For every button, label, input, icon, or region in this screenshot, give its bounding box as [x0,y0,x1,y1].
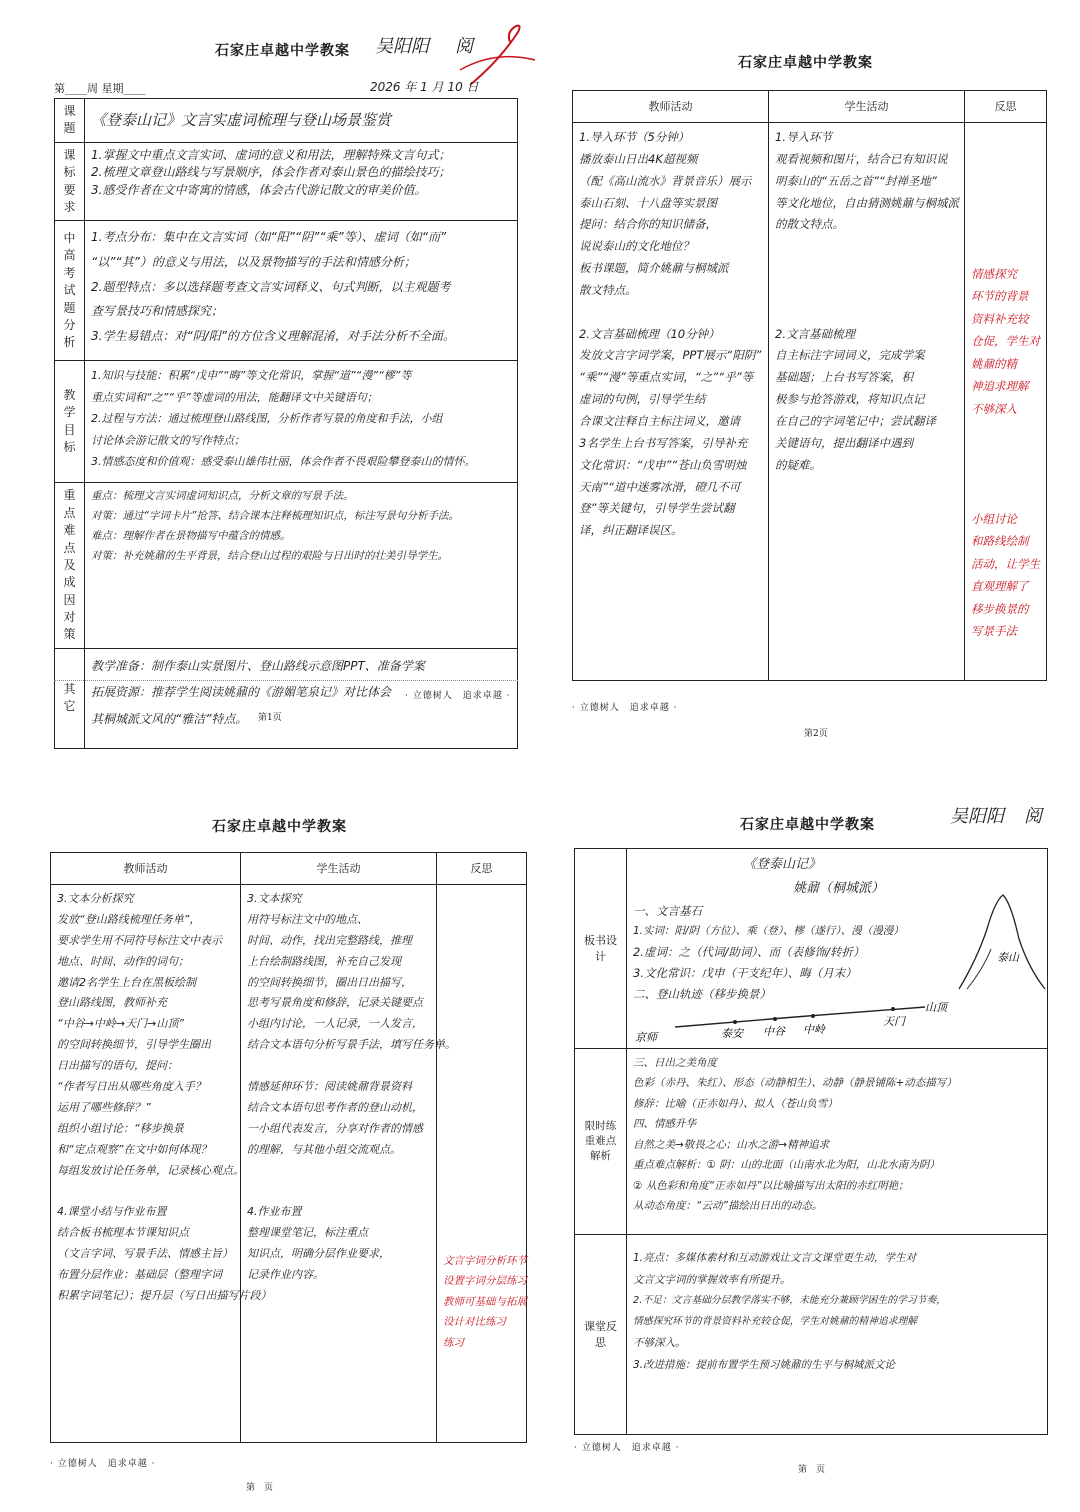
scan-noise-line [54,680,518,683]
route-point-label: 泰安 [721,1027,743,1040]
page-3-school-header: 石家庄卓越中学教案 [212,819,347,835]
teacher-activity-cell [573,123,769,681]
page-4-school-header: 石家庄卓越中学教案 [740,817,875,833]
header-student-activity: 学生活动 [769,91,965,123]
text-line: 色彩（赤丹、朱红）、形态（动静相生）、动静（静景铺陈+动态描写） [633,1077,957,1090]
red-note-line: 练习 [443,1336,464,1349]
text-line: 登”等关键句，引导学生尝试翻 [579,501,735,516]
analysis-cell [627,1049,1048,1235]
text-line: 一小组代表发言，分享对作者的情感 [247,1121,423,1135]
text-line: 在自己的字词笔记中；尝试翻译 [775,413,936,428]
text-line: 从动态角度：“云动”描绘出日出的动态。 [633,1200,823,1213]
route-point-label: 山顶 [925,1001,947,1014]
text-line: 提问：结合你的知识储备， [579,217,717,232]
row-key-points [55,483,518,649]
page-1-date-label: 2026 年 1 月 10 日 [370,80,479,94]
text-line: 情感延伸环节：阅读姚鼐背景资料 [247,1080,412,1094]
page-2-activity-table [572,90,1047,681]
row-label: 其它 [55,648,85,748]
row-label: 课堂反思 [575,1235,627,1435]
red-note-line: 小组讨论 [971,511,1017,526]
text-line: 1.知识与技能：积累“戊申”“晦”等文化常识，掌握“道”“漫”“樛”等 [91,369,412,383]
page-2 [560,40,1070,740]
text-line: “以”“其”）的意义与用法，以及景物描写的手法和情感分析； [91,254,416,269]
header-reflection: 反思 [437,853,527,885]
page-4-footer-motto: · 立德树人 追求卓越 · [574,1443,680,1453]
row-label: 课标要求 [55,142,85,221]
row-label: 板书设计 [575,849,627,1049]
text-line: 讨论体会游记散文的写作特点； [91,433,245,447]
page-4-teacher-mark: 阅 [1024,806,1042,827]
text-line: 登山路线图，教师补充 [57,996,167,1010]
row-topic [55,99,518,143]
page-1-plan-table [54,98,518,749]
text-line: 2.题型特点：多以选择题考查文言实词释义、句式判断，以主观题考 [91,279,451,294]
text-line: 2.文言基础梳理 [775,326,855,341]
text-line: 重点难点解析：① 阴：山的北面（山南水北为阳，山北水南为阴） [633,1159,940,1172]
text-line: （文言字词、写景手法、情感主旨） [57,1247,233,1261]
text-line: 三、日出之美角度 [633,1057,717,1069]
text-line: 文言文字词的掌握效率有所提升。 [633,1274,791,1287]
text-line: 运用了哪些修辞？” [57,1100,151,1114]
reflection-cell [437,885,527,1443]
red-note-line: 文言字词分析环节 [443,1255,527,1267]
page-3-page-number: 第 页 [246,1483,274,1493]
red-note-line: 环节的背景 [971,289,1029,304]
text-line: 的空间转换细节，引导学生圈出 [57,1038,211,1052]
row-exam-analysis [55,221,518,361]
text-line: 3名学生上台书写答案，引导补充 [579,435,748,450]
route-point-label: 中谷 [763,1025,785,1038]
text-line: 发放“登山路线梳理任务单”， [57,912,201,926]
row-label: 重点难点及成因对策 [55,483,85,649]
row-curriculum [55,142,518,221]
row-analysis [575,1049,1048,1235]
text-line: 的理解，与其他小组交流观点。 [247,1142,401,1156]
text-line: 自然之美→敬畏之心；山水之游→精神追求 [633,1138,830,1151]
text-line: 的空间转换细节，圈出日出描写， [247,975,412,989]
page-2-footer-motto: · 立德树人 追求卓越 · [572,703,678,713]
page-1-footer-motto: · 立德树人 追求卓越 · [405,691,511,701]
text-line: 四、情感升华 [633,1118,696,1131]
page-1-teacher-name: 吴阳阳 [375,36,429,57]
text-line: 修辞：比喻（正赤如丹）、拟人（苍山负雪） [633,1097,838,1110]
page-4-plan-table [574,848,1048,1435]
text-line: 等文化地位，自由猜测姚鼐与桐城派 [775,195,959,210]
text-line: 虚词的句例，引导学生结 [579,392,706,407]
text-line: 时间、动作，找出完整路线，推理 [247,933,412,947]
mountain-sketch-icon [957,889,1047,999]
text-line: 邀请2名学生上台在黑板绘制 [57,975,196,989]
red-note-line: 姚鼐的精 [971,356,1017,371]
text-line: 3.感受作者在文中寄寓的情感，体会古代游记散文的审美价值。 [91,182,427,197]
text-line: 记录作业内容。 [247,1268,324,1282]
text-line: 1.导入环节（5分钟） [579,130,690,144]
peak-label: 泰山 [997,951,1019,964]
text-line: 其桐城派文风的“雅洁”特点。 [91,711,248,726]
text-line: 思考写景角度和修辞，记录关键要点 [247,996,423,1010]
red-note-line: 直观理解了 [971,579,1029,594]
text-line: 2.不足：文言基础分层教学落实不够，未能充分兼顾学困生的学习节奏， [633,1295,947,1307]
route-diagram [635,997,1055,1043]
red-note-line: 活动，让学生 [971,556,1040,571]
text-line: 教学准备：制作泰山实景图片、登山路线示意图PPT、准备学案 [91,658,425,673]
text-line: 的散文特点。 [775,217,844,232]
text-line: 和“定点观察”在文中如何体现？ [57,1142,212,1156]
route-point-label: 京师 [635,1031,657,1044]
board-author: 姚鼐（桐城派） [793,881,885,897]
board-title: 《登泰山记》 [743,857,822,872]
text-line: 3.学生易错点：对“阴/阳”的方位含义理解混淆，对手法分析不全面。 [91,328,455,343]
text-line: 板书课题，简介姚鼐与桐城派 [579,261,729,276]
text-line: 日出描写的语句，提问： [57,1059,178,1073]
text-line [247,1161,430,1182]
page-1-week-label: 第____周 星期____ [54,82,146,95]
text-line: 1.导入环节 [775,130,832,144]
text-line [775,258,958,280]
page-2-school-header: 石家庄卓越中学教案 [738,55,873,71]
text-line: 观看视频和图片，结合已有知识说 [775,151,948,166]
text-line: 自主标注字词词义，完成学案 [775,348,925,363]
text-line: 2.虚词：之（代词/助词）、而（表修饰/转折） [633,944,865,959]
student-activity-cell [769,123,965,681]
text-line: 2.过程与方法：通过梳理登山路线图，分析作者写景的角度和手法，小组 [91,412,443,426]
text-line: 2.文言基础梳理（10分钟） [579,326,720,341]
text-line: 文化常识：“戊申”“苍山负雪明烛 [579,457,747,472]
text-line: 重点实词和“之”“乎”等虚词的用法，能翻译文中关键语句； [91,390,378,404]
row-label: 教学目标 [55,361,85,483]
red-note-line: 和路线绘制 [971,534,1029,549]
board-design-cell [627,849,1048,1049]
text-line: 1.考点分布：集中在文言实词（如“阳”“阴”“乘”等）、虚词（如“而” [91,230,447,245]
text-line: 结合文本语句思考作者的登山动机， [247,1100,423,1114]
teacher-activity-cell [51,885,272,1443]
text-line: 拓展资源：推荐学生阅读姚鼐的《游媚笔泉记》对比体会 [91,685,392,700]
row-label: 课题 [55,99,85,143]
text-line: 2.梳理文章登山路线与写景顺序，体会作者对泰山景色的描绘技巧； [91,165,451,180]
text-line: 结合板书梳理本节课知识点 [57,1226,189,1240]
text-line: 小组内讨论，一人记录，一人发言， [247,1017,423,1031]
header-teacher-activity: 教师活动 [51,853,241,885]
page-3 [36,800,546,1500]
text-line: 3.文本分析探究 [57,892,134,905]
text-line: 散文特点。 [579,282,637,297]
red-note-line: 神追求理解 [971,379,1029,394]
text-line: 播放泰山日出4K超视频 [579,151,698,166]
text-line: “中谷→中岭→天门→山顶” [57,1017,185,1031]
text-line: 明泰山的“五岳之首”“封禅圣地” [775,173,937,188]
text-line: 每组发放讨论任务单，记录核心观点。 [57,1163,244,1177]
red-note-line: 仓促，学生对 [971,334,1040,349]
text-line: 查写景技巧和情感探究； [91,304,224,319]
text-line: 结合文本语句分析写景手法，填写任务单。 [247,1038,456,1052]
red-note-line: 设计对比练习 [443,1316,506,1329]
text-line: 译，纠正翻译误区。 [579,523,683,538]
text-line: 地点、时间、动作的词句； [57,954,189,968]
route-point-label: 中岭 [803,1023,825,1036]
text-line: 1.亮点：多媒体素材和互动游戏让文言文课堂更生动，学生对 [633,1252,917,1264]
red-note-line: 教师可基础与拓展 [443,1295,527,1308]
text-line: 说说泰山的文化地位？ [579,239,694,254]
header-student-activity: 学生活动 [241,853,437,885]
text-line [775,236,958,258]
text-line: 4.作业布置 [247,1205,302,1219]
row-class-reflection [575,1235,1048,1435]
text-line [247,1056,430,1077]
red-note-line: 写景手法 [971,624,1017,639]
row-board-design [575,849,1048,1049]
reflection-cell [627,1235,1048,1435]
page-1-teacher-mark: 阅 [455,36,473,57]
text-line: 3.文化常识：戊申（干支纪年）、晦（月末） [633,966,857,981]
text-line: “乘”“漫”等重点实词，“之”“乎”等 [579,370,754,385]
text-line [775,302,958,324]
page-3-footer-motto: · 立德树人 追求卓越 · [50,1459,156,1469]
text-line: 对策：补充姚鼐的生平背景，结合登山过程的艰险与日出时的壮美引导学生。 [91,550,448,563]
red-note-line: 设置字词分层练习 [443,1275,527,1288]
text-line: 发放文言字词学案，PPT展示“阳阴” [579,348,762,363]
reflection-cell [965,123,1047,681]
page-4-page-number: 第 页 [798,1465,826,1475]
text-line: 基础题；上台书写答案，积 [775,370,913,385]
page-1-school-header: 石家庄卓越中学教案 [215,43,350,59]
red-note-line: 情感探究 [971,267,1017,281]
red-note-line: 不够深入 [971,401,1017,416]
row-label: 限时练重难点解析 [575,1049,627,1235]
text-line: 3.改进措施：提前布置学生预习姚鼐的生平与桐城派文论 [633,1359,896,1372]
topic-text: 《登泰山记》文言实虚词梳理与登山场景鉴赏 [91,110,392,129]
route-point-label: 天门 [883,1015,905,1028]
page-4 [562,800,1072,1500]
header-reflection: 反思 [965,91,1047,123]
text-line: 整理课堂笔记，标注重点 [247,1226,368,1240]
text-line: 的疑难。 [775,457,821,472]
text-line: 积累字词笔记）；提升层（写日出描写片段） [57,1288,272,1302]
text-line: 3.文本探究 [247,892,302,905]
text-line: 对策：通过“字词卡片”抢答、结合课本注释梳理知识点，标注写景句分析手法。 [91,510,459,523]
text-line: 3.情感态度和价值观：感受泰山雄伟壮丽，体会作者不畏艰险攀登泰山的情怀。 [91,455,476,469]
text-line: 情感探究环节的背景资料补充较仓促，学生对姚鼐的精神追求理解 [633,1315,918,1327]
text-line: 4.课堂小结与作业布置 [57,1205,167,1219]
text-line: 泰山石刻、十八盘等实景图 [579,195,717,210]
text-line: 关键语句，提出翻译中遇到 [775,435,913,450]
text-line [579,302,762,324]
text-line: 组织小组讨论：“移步换景 [57,1121,184,1135]
text-line: 难点：理解作者在景物描写中蕴含的情感。 [91,530,291,543]
page-4-teacher-name: 吴阳阳 [950,806,1004,827]
text-line: “作者写日出从哪些角度入手？ [57,1080,206,1094]
text-line: 二、登山轨迹（移步换景） [633,987,771,1002]
page-1 [40,20,540,740]
text-line: 合课文注释自主标注词义，邀请 [579,413,740,428]
row-objectives [55,361,518,483]
page-2-page-number: 第2页 [804,729,828,739]
text-line: 知识点，明确分层作业要求， [247,1247,390,1261]
text-line [775,280,958,302]
text-line: ② 从色彩和角度“正赤如丹”以比喻描写出太阳的赤红明艳； [633,1179,909,1192]
text-line [247,1181,430,1202]
text-line: 1.实词：阳/阴（方位）、乘（登）、樛（遂行）、漫（漫漫） [633,925,904,938]
text-line: 极参与抢答游戏，将知识点记 [775,392,925,407]
text-line: 上台绘制路线图，补充自己发现 [247,954,401,968]
row-label: 中高考试题分析 [55,221,85,361]
text-line: 用符号标注文中的地点、 [247,912,368,926]
text-line: 要求学生用不同符号标注文中表示 [57,933,222,947]
page-3-activity-table [50,852,527,1443]
header-teacher-activity: 教师活动 [573,91,769,123]
red-note-line: 资料补充较 [971,311,1029,326]
text-line: 不够深入。 [633,1337,686,1350]
text-line: 天南”“道中迷雾冰滑，磴几不可 [579,479,741,494]
page-1-page-number: 第1页 [258,713,282,723]
text-line: 重点：梳理文言实词虚词知识点，分析文章的写景手法。 [91,490,354,503]
red-note-line: 移步换景的 [971,601,1029,616]
text-line: 1.掌握文中重点文言实词、虚词的意义和用法，理解特殊文言句式； [91,147,451,162]
text-line [57,1181,234,1202]
text-line: 布置分层作业：基础层（整理字词 [57,1268,222,1282]
text-line: 一、文言基石 [633,904,702,919]
text-line: （配《高山流水》背景音乐）展示 [579,173,752,188]
